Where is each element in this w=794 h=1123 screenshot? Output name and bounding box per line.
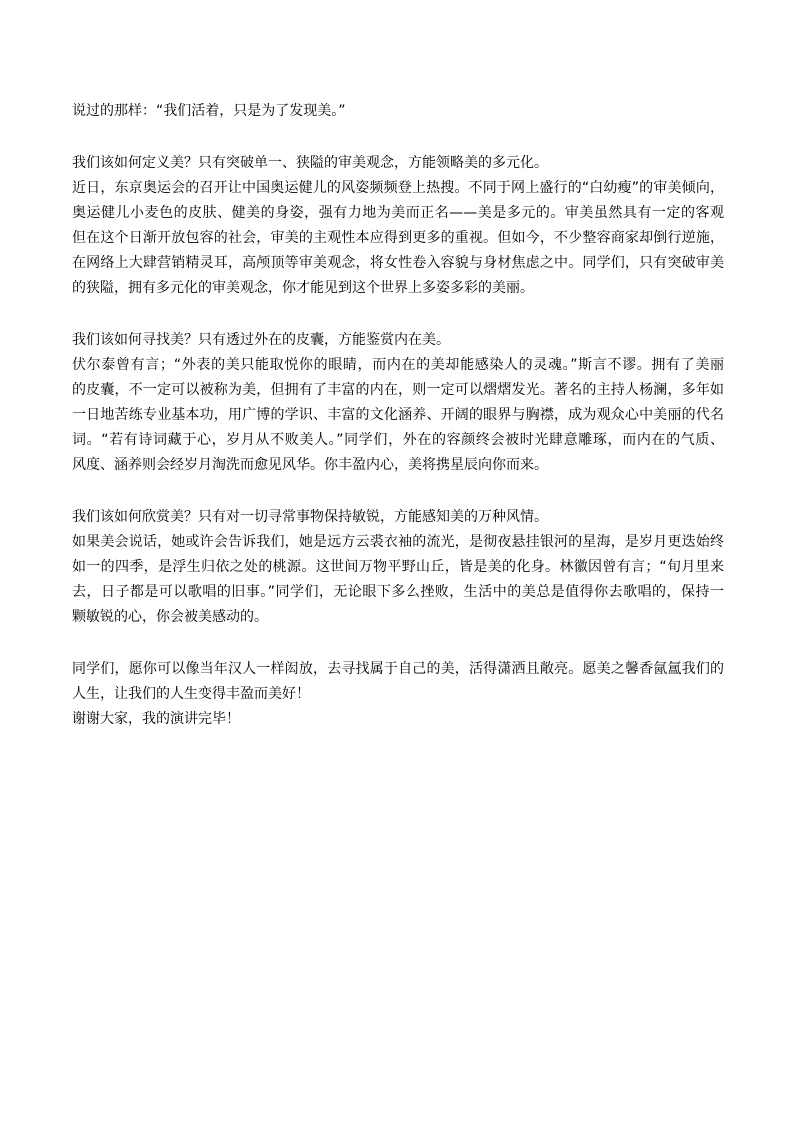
paragraph-spacer [72,124,724,151]
text-line: 的狭隘，拥有多元化的审美观念，你才能见到这个世界上多姿多彩的美丽。 [72,280,534,296]
text-line: 说过的那样：“我们活着，只是为了发现美。” [72,103,346,119]
text-line: 颗敏锐的心，你会被美感动的。 [72,609,268,625]
text-line: 但在这个日渐开放包容的社会，审美的主观性本应得到更多的重视。但如今，不少整容商家却倒行逆施， [72,230,724,246]
text-line: 去，日子都是可以歌唱的旧事。”同学们，无论眼下多么挫败，生活中的美总是值得你去歌唱的，保持一 [72,584,724,600]
paragraph [72,657,724,732]
text-line: 的皮囊，不一定可以被称为美，但拥有了丰富的内在，则一定可以熠熠发光。著名的主持人杨澜，多年如 [72,382,724,398]
paragraph [72,505,724,630]
text-line: 如果美会说话，她或许会告诉我们，她是远方云裘衣袖的流光，是彻夜悬挂银河的星海，是岁月更迭始终 [72,534,724,550]
text-line: 伏尔泰曾有言；“外表的美只能取悦你的眼睛，而内在的美却能感染人的灵魂。”斯言不谬。拥有了美丽 [72,357,724,373]
document-body [72,99,724,732]
text-line: 奥运健儿小麦色的皮肤、健美的身姿，强有力地为美而正名——美是多元的。审美虽然具有一定的客观 [72,205,724,221]
paragraph [72,99,724,124]
text-line: 同学们，愿你可以像当年汉人一样闳放，去寻找属于自己的美，活得潇洒且敞亮。愿美之馨香氤氲我们的 [72,661,724,677]
text-line: 词。“若有诗词藏于心，岁月从不败美人。”同学们，外在的容颜终会被时光肆意雕琢，而内在的气质、 [72,432,724,448]
text-line: 我们该如何寻找美？只有透过外在的皮囊，方能鉴赏内在美。 [72,332,450,348]
text-line: 我们该如何定义美？只有突破单一、狭隘的审美观念，方能领略美的多元化。 [72,155,548,171]
text-line: 人生，让我们的人生变得丰盈而美好！ [72,686,310,702]
text-line: 谢谢大家，我的演讲完毕！ [72,711,240,727]
paragraph [72,328,724,478]
paragraph-spacer [72,301,724,328]
paragraph [72,151,724,301]
paragraph-spacer [72,630,724,657]
text-line: 如一的四季，是浮生归依之处的桃源。这世间万物平野山丘，皆是美的化身。林徽因曾有言；“旬月里来 [72,559,724,575]
text-line: 一日地苦练专业基本功，用广博的学识、丰富的文化涵养、开阔的眼界与胸襟，成为观众心中美丽的代名 [72,407,724,423]
paragraph-spacer [72,478,724,505]
text-line: 近日，东京奥运会的召开让中国奥运健儿的风姿频频登上热搜。不同于网上盛行的“白幼瘦”的审美倾向， [72,180,724,196]
text-line: 风度、涵养则会经岁月淘洗而愈见风华。你丰盈内心，美将携星辰向你而来。 [72,457,548,473]
text-line: 在网络上大肆营销精灵耳，高颅顶等审美观念，将女性卷入容貌与身材焦虑之中。同学们，只有突破审美 [72,255,724,271]
text-line: 我们该如何欣赏美？只有对一切寻常事物保持敏锐，方能感知美的万种风情。 [72,509,548,525]
